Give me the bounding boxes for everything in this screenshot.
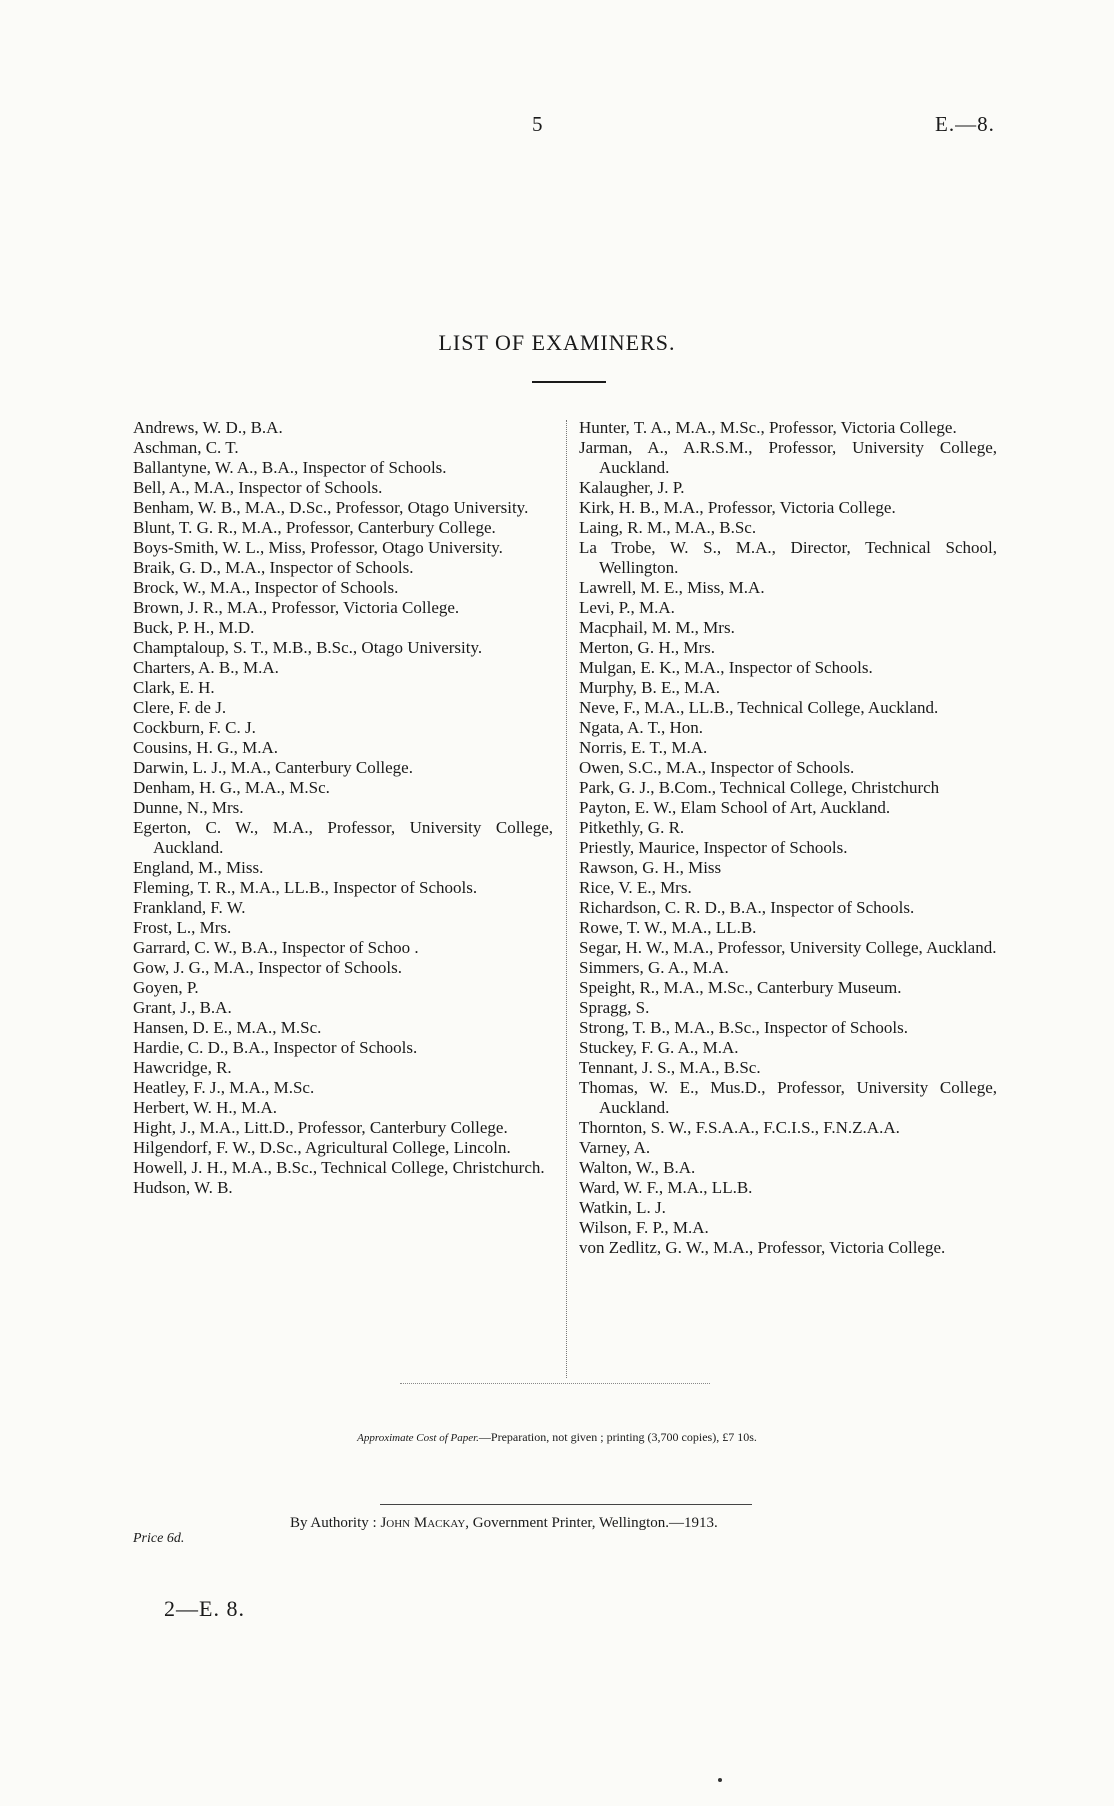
examiner-entry: Hardie, C. D., B.A., Inspector of Schools. [133,1038,418,1057]
page-number: 5 [532,112,543,136]
examiner-entry: Champtaloup, S. T., M.B., B.Sc., Otago University. [133,638,483,657]
price: Price 6d. [133,1531,185,1546]
examiner-entry: Cockburn, F. C. J. [133,718,256,737]
examiner-entry: Norris, E. T., M.A. [579,738,708,757]
examiner-entry: Wilson, F. P., M.A. [579,1218,709,1237]
examiner-entry: Blunt, T. G. R., M.A., Professor, Canterbury College. [133,518,496,537]
examiner-entry: Herbert, W. H., M.A. [133,1098,278,1117]
examiner-entry: Howell, J. H., M.A., B.Sc., Technical College, Christchurch. [133,1158,545,1177]
examiner-entry: Pitkethly, G. R. [579,818,685,837]
document-reference: E.—8. [935,112,995,136]
examiner-entry: Garrard, C. W., B.A., Inspector of Schoo . [133,938,419,957]
examiner-entry: Owen, S.C., M.A., Inspector of Schools. [579,758,855,777]
examiner-entry: Thomas, W. E., Mus.D., Professor, University College, Auckland. [579,1078,997,1117]
printer-imprint [290,1515,718,1532]
examiner-entry: Priestly, Maurice, Inspector of Schools. [579,838,848,857]
ink-speck [718,1778,722,1782]
examiner-entry: Goyen, P. [133,978,199,997]
printer-name: John Mackay [380,1515,466,1531]
examiner-entry: Hunter, T. A., M.A., M.Sc., Professor, Victoria College. [579,418,957,437]
examiner-entry: Lawrell, M. E., Miss, M.A. [579,578,765,597]
examiner-entry: Fleming, T. R., M.A., LL.B., Inspector of Schools. [133,878,478,897]
examiner-entry: Andrews, W. D., B.A. [133,418,283,437]
examiner-entry: Strong, T. B., M.A., B.Sc., Inspector of Schools. [579,1018,908,1037]
examiner-entry: Buck, P. H., M.D. [133,618,255,637]
examiner-entry: Bell, A., M.A., Inspector of Schools. [133,478,383,497]
cost-text: —Preparation, not given ; printing (3,700 copies), £7 10s. [478,1430,757,1444]
examiner-entry: Park, G. J., B.Com., Technical College, Christchurch [579,778,940,797]
examiner-entry: Hight, J., M.A., Litt.D., Professor, Canterbury College. [133,1118,508,1137]
examiner-entry: Denham, H. G., M.A., M.Sc. [133,778,330,797]
examiner-entry: Mulgan, E. K., M.A., Inspector of Schools. [579,658,873,677]
title-underline [532,381,606,383]
cost-of-paper [0,1430,1114,1445]
printer-rule [380,1504,752,1505]
examiner-entry: Hudson, W. B. [133,1178,233,1197]
examiner-entry: Rowe, T. W., M.A., LL.B. [579,918,757,937]
examiner-entry: Clere, F. de J. [133,698,227,717]
end-rule [400,1383,710,1384]
examiner-entry: Dunne, N., Mrs. [133,798,244,817]
examiner-entry: Segar, H. W., M.A., Professor, University College, Auckland. [579,938,997,957]
examiner-entry: Clark, E. H. [133,678,215,697]
examiner-entry: Gow, J. G., M.A., Inspector of Schools. [133,958,402,977]
examiner-entry: Simmers, G. A., M.A. [579,958,729,977]
examiner-entry: Aschman, C. T. [133,438,239,457]
examiner-entry: Grant, J., B.A. [133,998,232,1017]
examiner-entry: Speight, R., M.A., M.Sc., Canterbury Museum. [579,978,902,997]
examiner-entry: England, M., Miss. [133,858,264,877]
examiner-entry: Macphail, M. M., Mrs. [579,618,735,637]
examiners-left-column [133,418,553,1198]
examiner-entry: Brock, W., M.A., Inspector of Schools. [133,578,399,597]
examiner-entry: Charters, A. B., M.A. [133,658,279,677]
examiner-entry: Merton, G. H., Mrs. [579,638,715,657]
examiner-entry: Thornton, S. W., F.S.A.A., F.C.I.S., F.N.Z.A.A. [579,1118,900,1137]
examiner-entry: Hansen, D. E., M.A., M.Sc. [133,1018,322,1037]
examiner-entry: Hilgendorf, F. W., D.Sc., Agricultural College, Lincoln. [133,1138,511,1157]
examiner-entry: Kirk, H. B., M.A., Professor, Victoria College. [579,498,896,517]
examiner-entry: Frost, L., Mrs. [133,918,232,937]
examiner-entry: Spragg, S. [579,998,650,1017]
examiner-entry: Ward, W. F., M.A., LL.B. [579,1178,753,1197]
examiner-entry: Hawcridge, R. [133,1058,232,1077]
examiner-entry: Cousins, H. G., M.A. [133,738,278,757]
examiner-entry: Heatley, F. J., M.A., M.Sc. [133,1078,315,1097]
examiner-entry: Kalaugher, J. P. [579,478,685,497]
examiner-entry: Brown, J. R., M.A., Professor, Victoria College. [133,598,460,617]
examiner-entry: Egerton, C. W., M.A., Professor, University College, Auckland. [133,818,553,857]
examiner-entry: Darwin, L. J., M.A., Canterbury College. [133,758,413,777]
examiner-entry: Benham, W. B., M.A., D.Sc., Professor, Otago University. [133,498,529,517]
examiner-entry: Ballantyne, W. A., B.A., Inspector of Schools. [133,458,447,477]
page-title: LIST OF EXAMINERS. [438,330,676,355]
examiner-entry: Jarman, A., A.R.S.M., Professor, University College, Auckland. [579,438,997,477]
sheet-reference: 2—E. 8. [164,1596,245,1621]
examiner-entry: Braik, G. D., M.A., Inspector of Schools. [133,558,414,577]
examiner-entry: Frankland, F. W. [133,898,246,917]
examiner-entry: Boys-Smith, W. L., Miss, Professor, Otago University. [133,538,503,557]
examiner-entry: La Trobe, W. S., M.A., Director, Technical School, Wellington. [579,538,997,577]
examiner-entry: Walton, W., B.A. [579,1158,696,1177]
examiner-entry: Levi, P., M.A. [579,598,675,617]
examiner-entry: Tennant, J. S., M.A., B.Sc. [579,1058,761,1077]
examiners-right-column [579,418,997,1258]
examiner-entry: von Zedlitz, G. W., M.A., Professor, Victoria College. [579,1238,946,1257]
examiner-entry: Varney, A. [579,1138,651,1157]
examiner-entry: Murphy, B. E., M.A. [579,678,721,697]
examiner-entry: Rice, V. E., Mrs. [579,878,692,897]
column-divider [566,420,567,1378]
examiner-entry: Rawson, G. H., Miss [579,858,722,877]
examiner-entry: Watkin, L. J. [579,1198,666,1217]
examiner-entry: Payton, E. W., Elam School of Art, Auckland. [579,798,891,817]
authority-prefix: By Authority : [290,1515,381,1531]
examiner-entry: Stuckey, F. G. A., M.A. [579,1038,739,1057]
examiner-entry: Laing, R. M., M.A., B.Sc. [579,518,757,537]
examiner-entry: Neve, F., M.A., LL.B., Technical College, Auckland. [579,698,939,717]
examiner-entry: Richardson, C. R. D., B.A., Inspector of Schools. [579,898,915,917]
examiner-entry: Ngata, A. T., Hon. [579,718,704,737]
printer-suffix: , Government Printer, Wellington.—1913. [465,1515,718,1531]
cost-label: Approximate Cost of Paper. [357,1432,479,1444]
